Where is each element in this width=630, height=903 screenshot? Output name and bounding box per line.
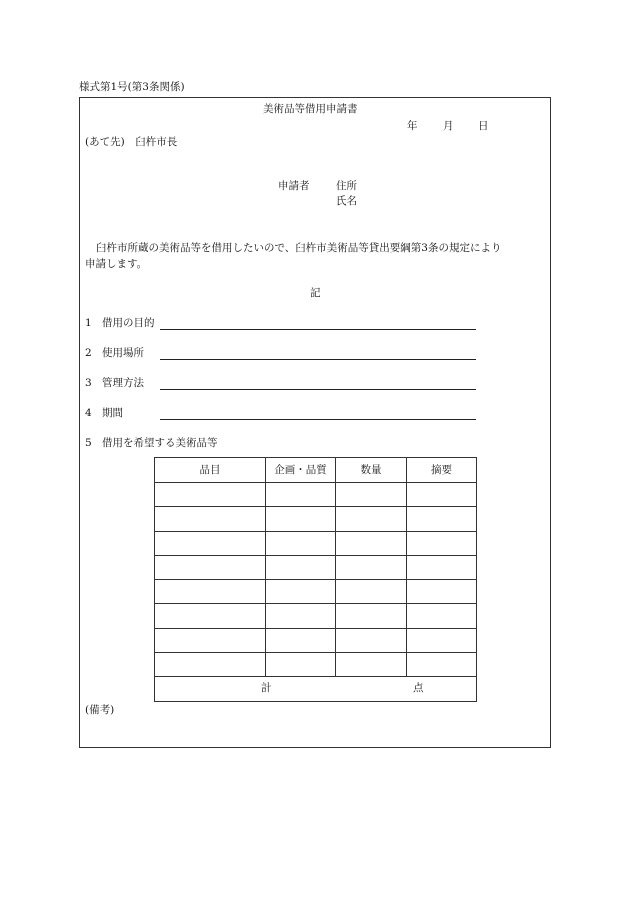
applicant-label: 申請者: [278, 180, 310, 192]
management-field[interactable]: [160, 389, 476, 390]
cell-notes[interactable]: [407, 580, 477, 604]
cell-notes[interactable]: [407, 628, 477, 652]
form-number: 様式第1号(第3条関係): [79, 81, 185, 93]
column-header-notes: 摘要: [407, 458, 477, 483]
table-row: [155, 555, 477, 579]
total-label: 計: [261, 682, 272, 695]
cell-quantity[interactable]: [336, 653, 407, 677]
item-number: 2: [85, 347, 92, 359]
cell-quality[interactable]: [266, 483, 336, 507]
cell-item[interactable]: [155, 653, 266, 677]
cell-quantity[interactable]: [336, 483, 407, 507]
cell-notes[interactable]: [407, 604, 477, 628]
table-header-row: [155, 458, 477, 483]
total-cell[interactable]: [155, 677, 477, 702]
cell-item[interactable]: [155, 604, 266, 628]
cell-item[interactable]: [155, 507, 266, 531]
cell-item[interactable]: [155, 483, 266, 507]
date-day: 日: [478, 120, 489, 132]
table-row: [155, 531, 477, 555]
cell-notes[interactable]: [407, 531, 477, 555]
body-text-line1: 臼杵市所蔵の美術品等を借用したいので、臼杵市美術品等貸出要綱第3条の規定により: [96, 242, 502, 254]
item-number: 5: [85, 437, 92, 449]
column-header-quantity: 数量: [336, 458, 407, 483]
column-header-quality: 企画・品質: [266, 458, 336, 483]
cell-quality[interactable]: [266, 580, 336, 604]
addressee: (あて先) 臼杵市長: [85, 136, 178, 148]
form-title: 美術品等借用申請書: [263, 103, 358, 115]
cell-quantity[interactable]: [336, 604, 407, 628]
cell-item[interactable]: [155, 628, 266, 652]
cell-item[interactable]: [155, 555, 266, 579]
item-label-location: 使用場所: [102, 347, 144, 359]
cell-notes[interactable]: [407, 555, 477, 579]
item-number: 3: [85, 377, 92, 389]
cell-item[interactable]: [155, 531, 266, 555]
cell-item[interactable]: [155, 580, 266, 604]
item-label-management: 管理方法: [102, 377, 144, 389]
item-number: 1: [85, 317, 92, 329]
table-row: [155, 628, 477, 652]
date-month: 月: [443, 120, 454, 132]
ki-heading: 記: [310, 287, 321, 299]
cell-quality[interactable]: [266, 531, 336, 555]
cell-notes[interactable]: [407, 483, 477, 507]
item-label-period: 期間: [102, 407, 123, 419]
date-year: 年: [407, 120, 418, 132]
cell-quality[interactable]: [266, 555, 336, 579]
item-number: 4: [85, 407, 92, 419]
cell-quality[interactable]: [266, 628, 336, 652]
table-row: [155, 580, 477, 604]
cell-quantity[interactable]: [336, 628, 407, 652]
table-row: [155, 653, 477, 677]
applicant-address-label: 住所: [336, 180, 357, 192]
table-total-row: [155, 677, 477, 702]
cell-quantity[interactable]: [336, 531, 407, 555]
table-row: [155, 483, 477, 507]
applicant-name-label: 氏名: [336, 195, 357, 207]
cell-quantity[interactable]: [336, 580, 407, 604]
item-label-purpose: 借用の目的: [102, 317, 155, 329]
cell-quantity[interactable]: [336, 555, 407, 579]
cell-quality[interactable]: [266, 653, 336, 677]
remarks-label: (備考): [85, 704, 115, 716]
cell-notes[interactable]: [407, 507, 477, 531]
purpose-field[interactable]: [160, 329, 476, 330]
location-field[interactable]: [160, 359, 476, 360]
cell-quality[interactable]: [266, 604, 336, 628]
column-header-item: 品目: [155, 458, 266, 483]
table-row: [155, 507, 477, 531]
item-label-artworks: 借用を希望する美術品等: [102, 437, 218, 449]
period-field[interactable]: [160, 419, 476, 420]
cell-notes[interactable]: [407, 653, 477, 677]
artworks-table: [154, 457, 477, 702]
body-text-line2: 申請します。: [85, 258, 148, 270]
total-unit: 点: [413, 682, 424, 695]
table-row: [155, 604, 477, 628]
cell-quantity[interactable]: [336, 507, 407, 531]
cell-quality[interactable]: [266, 507, 336, 531]
